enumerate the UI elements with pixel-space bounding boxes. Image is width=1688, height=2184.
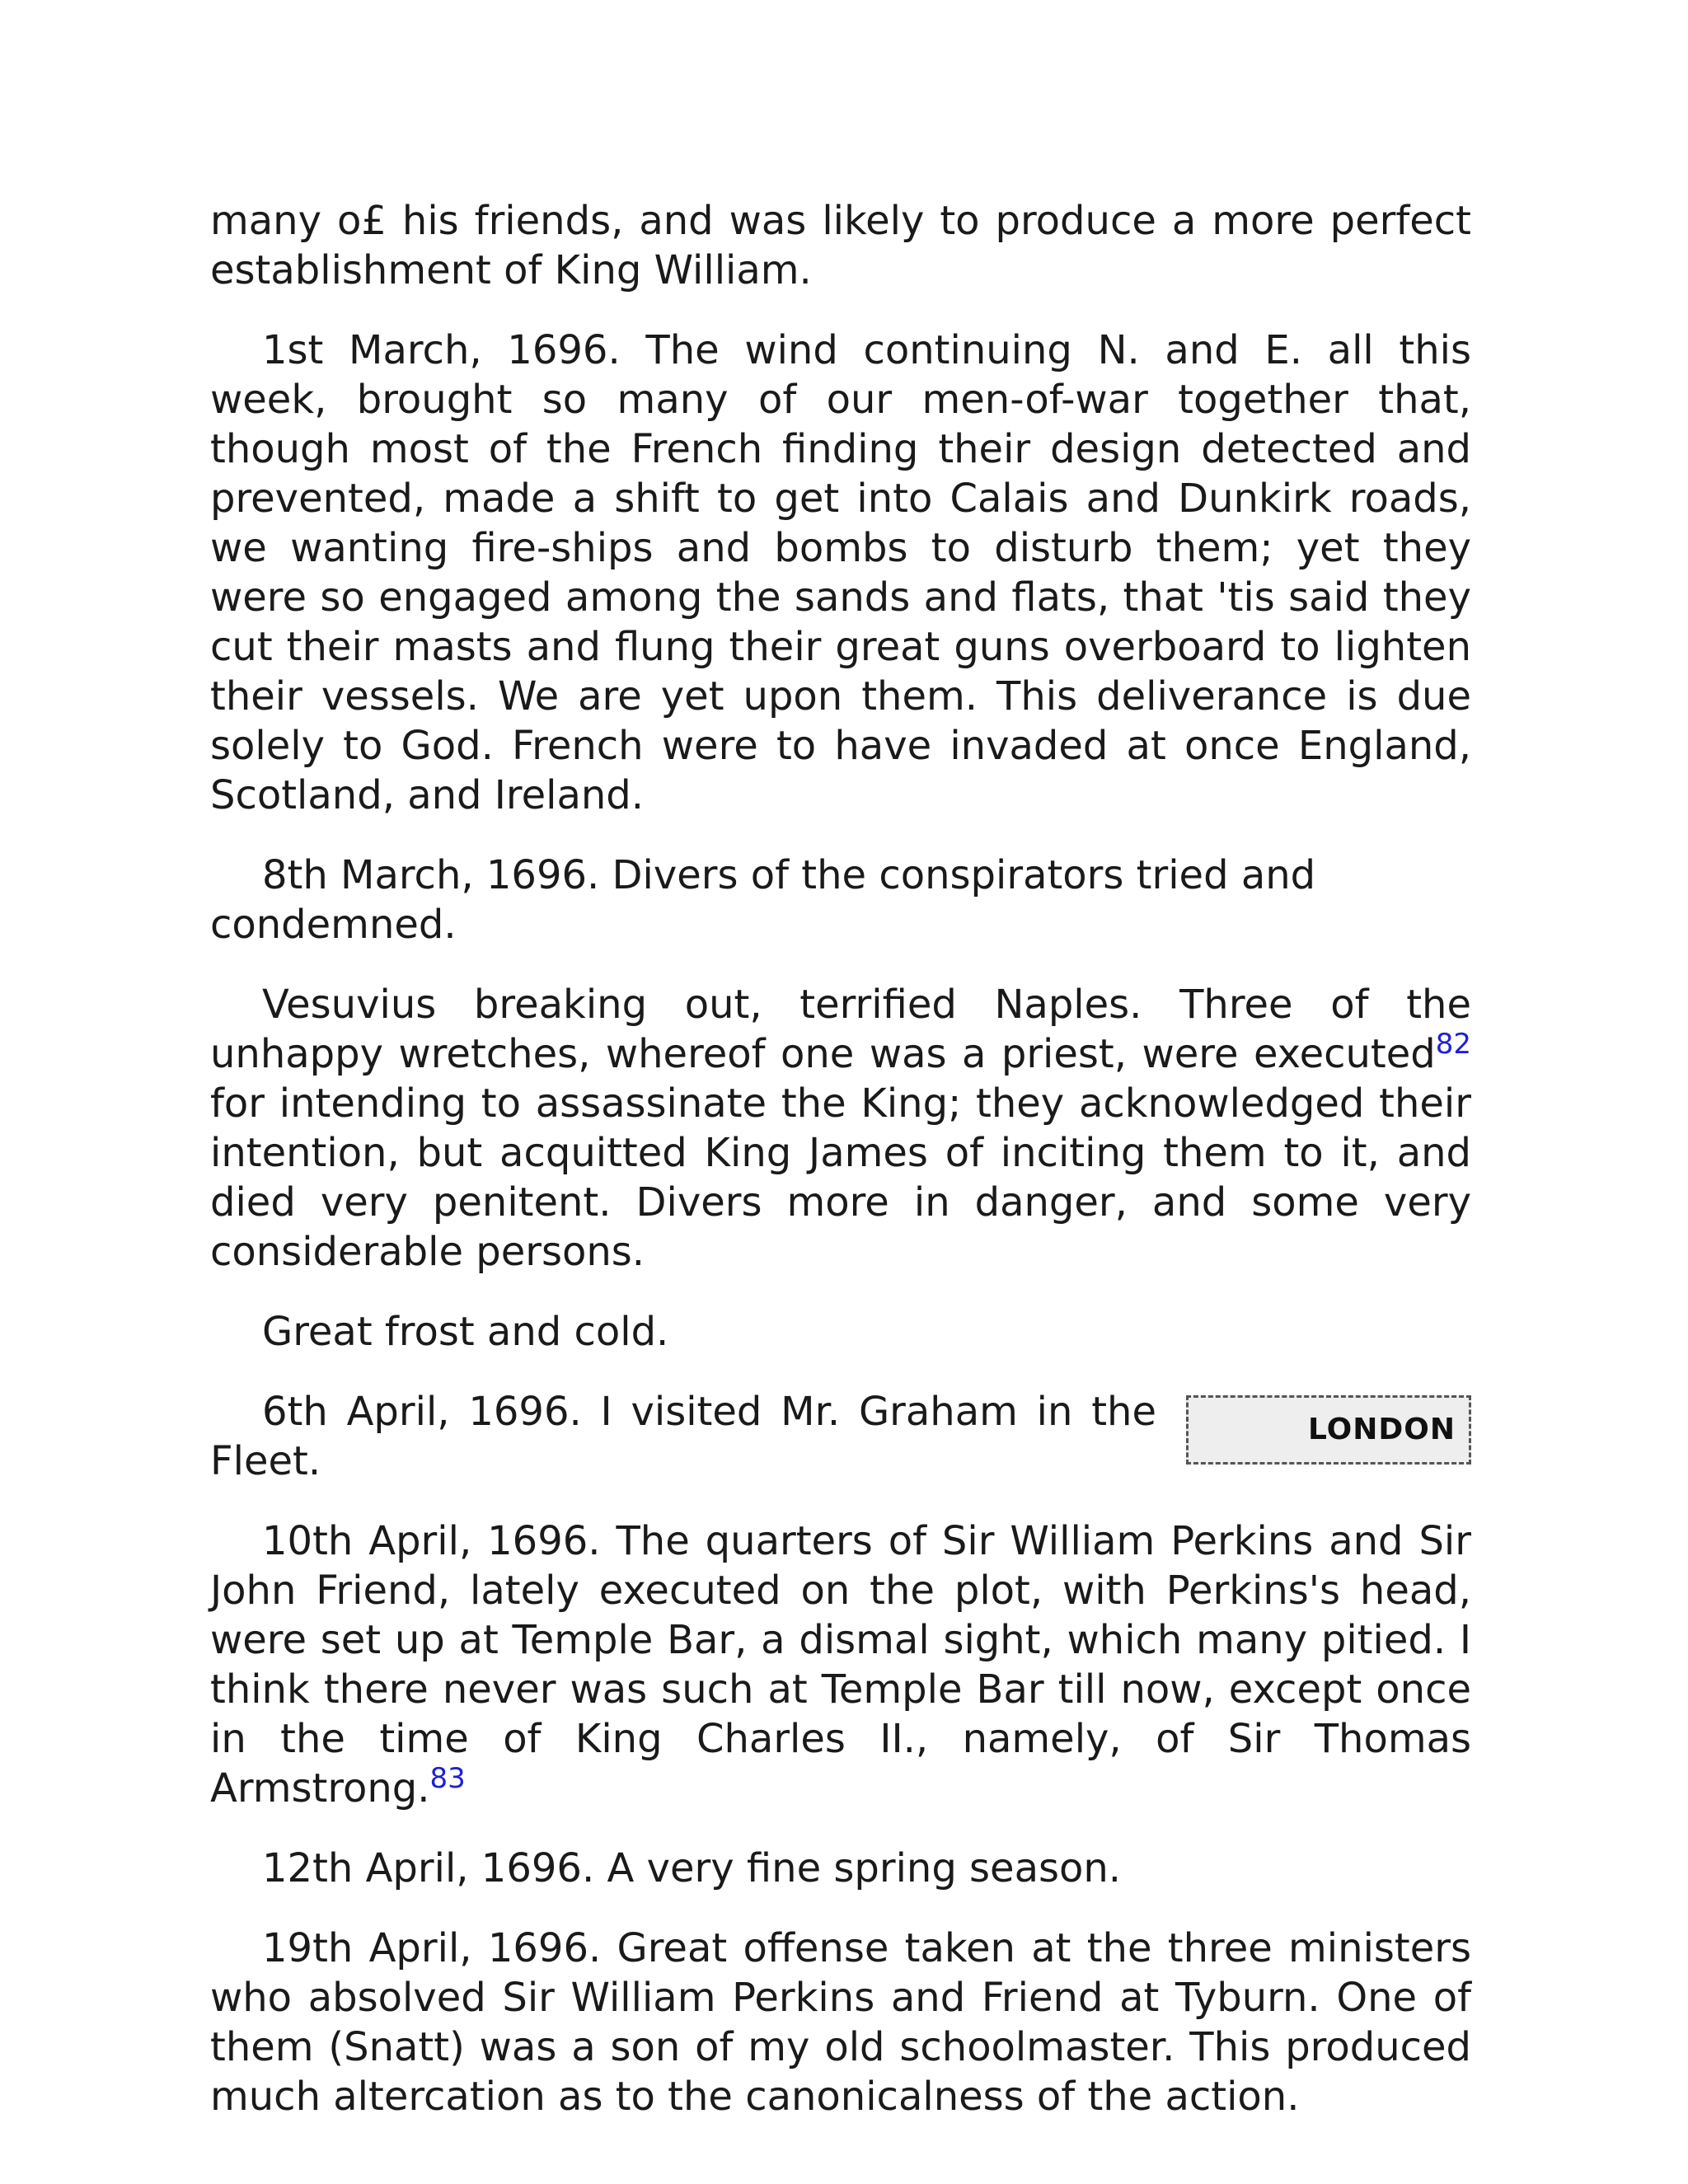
entry-6-april-1696 (210, 1387, 1471, 1486)
footnote-link-83[interactable]: 83 (429, 1762, 466, 1795)
entry-vesuvius (210, 980, 1471, 1277)
paragraph-text: 6th April, 1696. I visited Mr. Graham in the Fleet. (210, 1389, 1156, 1484)
entry-8-march-1696 (210, 851, 1471, 949)
entry-1-march-1696 (210, 326, 1471, 820)
paragraph-text: 19th April, 1696. Great offense taken at the three ministers who absolved Sir William Perkins and Friend at Tyburn. One of them (Snatt) was a son of my old schoolmaster. This produced much altercation as to the canonicalness of the action. (210, 1925, 1471, 2120)
paragraph-text: 12th April, 1696. A very fine spring season. (262, 1845, 1122, 1891)
paragraph-text: 1st March, 1696. The wind continuing N. and E. all this week, brought so many of our men-of-war together that, though most of the French finding their design detected and prevented, made a shift to get into Calais and Dunkirk roads, we wanting fire-ships and bombs to disturb them; yet they were so engaged among the sands and flats, that 'tis said they cut their masts and flung their great guns overboard to lighten their vessels. We are yet upon them. This deliverance is due solely to God. French were to have invaded at once England, Scotland, and Ireland. (210, 327, 1471, 818)
entry-10-april-1696 (210, 1516, 1471, 1813)
paragraph-text: many o£ his friends, and was likely to produce a more perfect establishment of King William. (210, 198, 1471, 293)
paragraph-text: 8th March, 1696. Divers of the conspirators tried and condemned. (210, 852, 1316, 948)
paragraph-text: Great frost and cold. (262, 1309, 669, 1355)
paragraph-text: for intending to assassinate the King; they acknowledged their intention, but acquitted King James of inciting them to it, and died very penitent. Divers more in danger, and some very considerable persons. (210, 1080, 1471, 1275)
footnote-link-82[interactable]: 82 (1435, 1028, 1471, 1061)
sidenote-london: LONDON (1186, 1395, 1471, 1465)
page-body (210, 196, 1471, 2152)
paragraph-continuation (210, 196, 1471, 295)
entry-great-frost (210, 1307, 1471, 1357)
entry-12-april-1696 (210, 1844, 1471, 1893)
paragraph-text: Vesuvius breaking out, terrified Naples. Three of the unhappy wretches, whereof one was a priest, were executed (210, 982, 1471, 1077)
paragraph-text: 10th April, 1696. The quarters of Sir William Perkins and Sir John Friend, lately executed on the plot, with Perkins's head, were set up at Temple Bar, a dismal sight, which many pitied. I think there never was such at Temple Bar till now, except once in the time of King Charles II., namely, of Sir Thomas Armstrong. (210, 1518, 1471, 1811)
entry-19-april-1696 (210, 1924, 1471, 2121)
